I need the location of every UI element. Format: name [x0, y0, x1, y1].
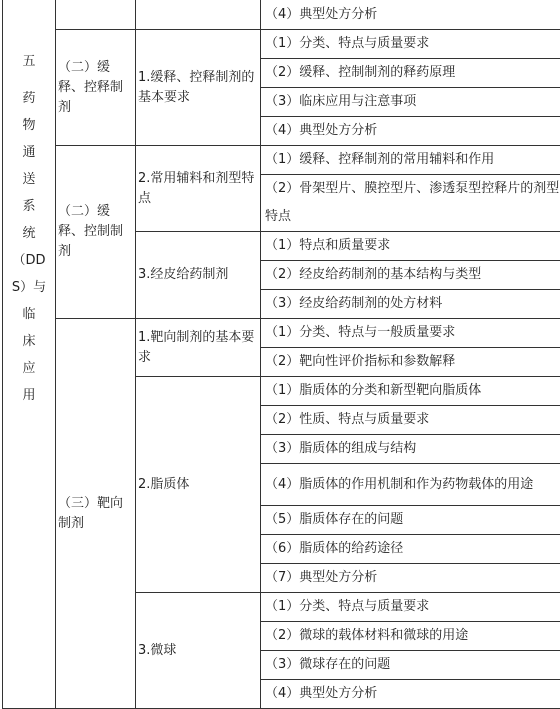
category-char: S）与	[11, 280, 47, 295]
category-char: 系	[22, 199, 36, 214]
category-char: 通	[22, 145, 36, 160]
section-cell: （二）缓释、控释制剂	[56, 30, 136, 146]
section-cell	[56, 0, 136, 30]
subsection-cell: 3.微球	[136, 593, 261, 709]
subsection-cell: 1.靶向制剂的基本要求	[136, 319, 261, 377]
category-char: 物	[22, 118, 36, 133]
item-cell: （1）分类、特点与质量要求	[261, 593, 560, 622]
item-cell: （6）脂质体的给药途径	[261, 535, 560, 564]
item-cell: （3）经皮给药制剂的处方材料	[261, 290, 560, 319]
category-char: （DD	[12, 253, 46, 268]
item-cell: （1）缓释、控释制剂的常用辅料和作用	[261, 146, 560, 175]
item-cell: （2）靶向性评价指标和参数解释	[261, 348, 560, 377]
item-cell: （4）典型处方分析	[261, 0, 560, 30]
subsection-cell	[136, 0, 261, 30]
section-cell: （三）靶向制剂	[56, 319, 136, 709]
category-char: 临	[22, 307, 36, 322]
category-number: 五	[22, 54, 36, 69]
item-cell: （2）骨架型片、膜控型片、渗透泵型控释片的剂型特点	[261, 175, 560, 232]
item-cell: （2）性质、特点与质量要求	[261, 406, 560, 435]
item-cell: （5）脂质体存在的问题	[261, 506, 560, 535]
item-cell: （4）典型处方分析	[261, 117, 560, 146]
subsection-cell: 2.常用辅料和剂型特点	[136, 146, 261, 232]
item-cell: （3）临床应用与注意事项	[261, 88, 560, 117]
category-char: 送	[22, 172, 36, 187]
item-cell: （4）脂质体的作用机制和作为药物载体的用途	[261, 464, 560, 506]
item-cell: （4）典型处方分析	[261, 680, 560, 709]
item-cell: （1）分类、特点与一般质量要求	[261, 319, 560, 348]
item-cell: （3）微球存在的问题	[261, 651, 560, 680]
item-cell: （1）脂质体的分类和新型靶向脂质体	[261, 377, 560, 406]
category-char: 统	[22, 226, 36, 241]
subsection-cell: 1.缓释、控释制剂的基本要求	[136, 30, 261, 146]
subsection-cell: 3.经皮给药制剂	[136, 232, 261, 319]
item-cell: （2）微球的载体材料和微球的用途	[261, 622, 560, 651]
subsection-cell: 2.脂质体	[136, 377, 261, 593]
category-cell	[3, 0, 56, 709]
item-cell: （2）缓释、控制制剂的释药原理	[261, 59, 560, 88]
item-cell: （1）分类、特点与质量要求	[261, 30, 560, 59]
item-cell: （3）脂质体的组成与结构	[261, 435, 560, 464]
item-cell: （2）经皮给药制剂的基本结构与类型	[261, 261, 560, 290]
section-cell: （二）缓释、控制制剂	[56, 146, 136, 319]
category-char: 应	[22, 361, 36, 376]
category-char: 床	[22, 334, 36, 349]
category-char: 用	[22, 388, 36, 403]
syllabus-table	[2, 0, 560, 709]
item-cell: （1）特点和质量要求	[261, 232, 560, 261]
item-cell: （7）典型处方分析	[261, 564, 560, 593]
category-char: 药	[22, 91, 36, 106]
